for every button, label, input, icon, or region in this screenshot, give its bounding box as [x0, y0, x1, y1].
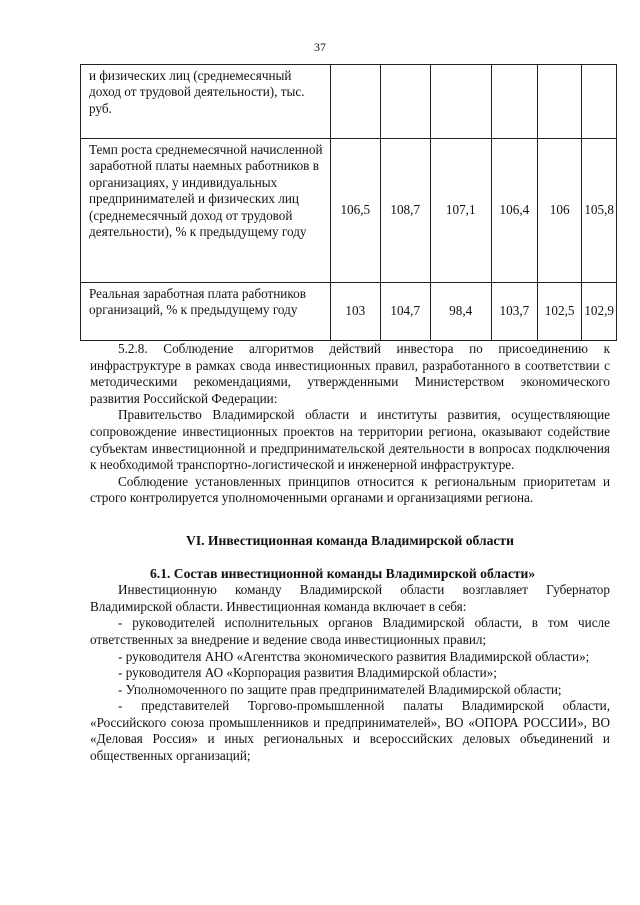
table-cell: 104,7: [380, 283, 430, 341]
section-heading: VI. Инвестиционная команда Владимирской области: [186, 532, 514, 548]
subsection-heading: 6.1. Состав инвестиционной команды Владимирской области»: [150, 565, 536, 581]
row-label: Реальная заработная плата работников организаций, % к предыдущему году: [81, 283, 331, 341]
table-cell: [430, 65, 491, 139]
list-item: - руководителя АНО «Агентства экономического развития Владимирской области»;: [118, 648, 590, 664]
table-cell: 108,7: [380, 139, 430, 283]
table-cell: 107,1: [430, 139, 491, 283]
table-cell: 106,4: [491, 139, 537, 283]
document-body: [90, 341, 610, 765]
table-cell: 105,8: [582, 139, 617, 283]
table-cell: [380, 65, 430, 139]
page-number: 37: [314, 40, 326, 54]
indicator-table: [80, 64, 617, 341]
list-item: - представителей Торгово-промышленной палаты Владимирской области, «Российского союза промышленников и предпринимателей», ВО «ОПОРА РОССИИ», ВО «Деловая Россия» и иных региональных и всероссийских деловых объединений и общественных организаций;: [90, 698, 610, 764]
paragraph-team-intro: Инвестиционную команду Владимирской области возглавляет Губернатор Владимирской области. Инвестиционная команда включает в себя:: [90, 582, 610, 614]
table-cell: 103: [330, 283, 380, 341]
table-cell: 106: [537, 139, 581, 283]
table-row: [81, 283, 617, 341]
row-label: и физических лиц (среднемесячный доход от трудовой деятельности), тыс. руб.: [81, 65, 331, 139]
table-cell: 106,5: [330, 139, 380, 283]
list-item: - руководителей исполнительных органов Владимирской области, в том числе ответственных за внедрение и ведение свода инвестиционных правил;: [90, 615, 610, 647]
table-cell: [491, 65, 537, 139]
paragraph-government-support: Правительство Владимирской области и институты развития, осуществляющие сопровождение инвестиционных проектов на территории региона, оказывают содействие субъектам инвестиционной и предпринимательской деятельности в вопросах подключения к необходимой транспортно-логистической и инженерной инфраструктуре.: [90, 407, 610, 473]
table-cell: 103,7: [491, 283, 537, 341]
list-item: - руководителя АО «Корпорация развития Владимирской области»;: [118, 665, 497, 681]
table-cell: 98,4: [430, 283, 491, 341]
list-item: - Уполномоченного по защите прав предпринимателей Владимирской области;: [118, 681, 562, 697]
row-label: Темп роста среднемесячной начисленной заработной платы наемных работников в организациях, у индивидуальных предпринимателей и физических лиц (среднемесячный доход от трудовой деятельности), % к предыдущему году: [81, 139, 331, 283]
table-cell: 102,5: [537, 283, 581, 341]
paragraph-5-2-8: 5.2.8. Соблюдение алгоритмов действий инвестора по присоединению к инфраструктуре в рамках свода инвестиционных правил, разработанного в соответствии с методическими рекомендациями, утвержденными Министерством экономического развития Российской Федерации:: [90, 341, 610, 406]
table-cell: 102,9: [582, 283, 617, 341]
paragraph-principles: Соблюдение установленных принципов относится к региональным приоритетам и строго контролируется уполномоченными органами и организациями региона.: [90, 473, 610, 506]
table-cell: [582, 65, 617, 139]
table-cell: [330, 65, 380, 139]
table-row: [81, 65, 617, 139]
table-cell: [537, 65, 581, 139]
table-row: [81, 139, 617, 283]
